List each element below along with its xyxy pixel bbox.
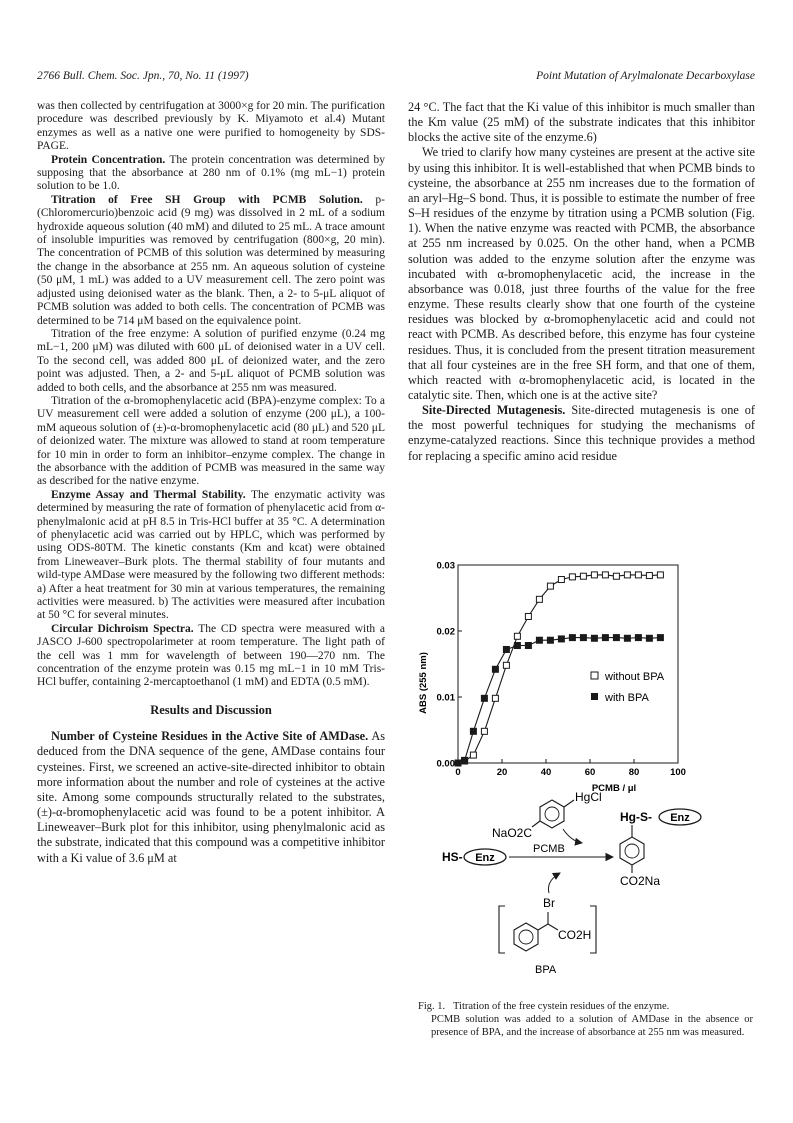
paragraph-site-directed: [408, 403, 755, 464]
data-point-with-bpa: [462, 757, 468, 763]
plot-frame: [458, 565, 678, 763]
bpa-label: BPA: [535, 964, 557, 976]
data-point-without-bpa: [624, 572, 630, 578]
heading-cd-spectra: Circular Dichroism Spectra.: [51, 622, 194, 635]
data-point-without-bpa: [569, 574, 575, 580]
co2na-label: CO2Na: [620, 874, 661, 888]
data-point-with-bpa: [591, 635, 597, 641]
titration-chart: [418, 561, 686, 795]
heading-protein-concentration: Protein Concentration.: [51, 153, 166, 166]
data-point-with-bpa: [569, 635, 575, 641]
legend-marker-without-bpa: [591, 672, 598, 679]
bracket-left: [499, 906, 505, 953]
legend-label-with-bpa: with BPA: [605, 692, 649, 704]
data-point-with-bpa: [613, 635, 619, 641]
data-point-without-bpa: [547, 583, 553, 589]
text-protein-concentration: The protein concentration was determined by supposing that the absorbance at 280 nm of 0.1% (mg mL−1) protein solution to be 1.0.: [37, 153, 385, 193]
legend-label-without-bpa: without BPA: [605, 671, 665, 683]
data-point-with-bpa: [635, 635, 641, 641]
heading-titration-sh: Titration of Free SH Group with PCMB Solution.: [51, 193, 363, 206]
header-journal: 2766 Bull. Chem. Soc. Jpn., 70, No. 11 (1997): [37, 70, 249, 82]
figure-1-caption: [418, 1000, 753, 1039]
co2h-label: CO2H: [558, 928, 592, 942]
data-point-without-bpa: [657, 572, 663, 578]
data-point-with-bpa: [525, 643, 531, 649]
data-point-without-bpa: [613, 573, 619, 579]
series-line-without-bpa: [458, 575, 660, 763]
caption-line-1: Titration of the free cystein residues of the enzyme.: [453, 1001, 670, 1012]
heading-cysteine-number: Number of Cysteine Residues in the Active Site of AMDase.: [51, 729, 369, 744]
x-tick-label: 0: [455, 767, 461, 778]
paragraph-free-enzyme: Titration of the free enzyme: A solution of purified enzyme (0.24 mg mL−1, 200 μM) was diluted with 600 μL of deionised water in a UV cell. To the second cell, was added 800 μL of deionized water, and the zero point was adjusted. Then, a 2- and 5-μL aliquot of PCMB solution was added to both cells, and the absorbance at 255 nm was measured.: [37, 327, 385, 394]
legend-marker-with-bpa: [591, 693, 598, 700]
text-cysteine-number: As deduced from the DNA sequence of the gene, AMDase contains four cysteines. First, we screened an active-site-directed inhibitor to obtain more information about the number and role of cysteines at the active site. Among some compounds structurally related to the substrates, (±)-α-bromophenylacetic acid was found to be a potent inhibitor. A Lineweaver–Burk plot for this inhibitor, using phenylmalonic acid as the substrate, indicated that this compound was a competitive inhibitor with a Ki value of 3.6 μM at: [37, 729, 385, 865]
data-point-with-bpa: [481, 695, 487, 701]
data-point-with-bpa: [624, 635, 630, 641]
y-tick-label: 0.03: [436, 560, 455, 572]
data-point-with-bpa: [455, 760, 461, 766]
data-point-without-bpa: [525, 613, 531, 619]
data-point-without-bpa: [635, 572, 641, 578]
data-point-without-bpa: [580, 573, 586, 579]
heading-site-directed: Site-Directed Mutagenesis.: [422, 403, 566, 418]
plot-area: [437, 561, 686, 779]
bpa-molecule: [514, 912, 558, 951]
data-point-without-bpa: [536, 596, 542, 602]
x-tick-label: 60: [584, 767, 596, 778]
data-point-with-bpa: [536, 637, 542, 643]
x-tick-label: 20: [496, 767, 508, 778]
figure-1-svg: [408, 555, 755, 985]
data-point-with-bpa: [514, 643, 520, 649]
pcmb-curved-arrow: [563, 829, 582, 843]
y-tick-label: 0.02: [436, 626, 455, 638]
text-titration-sh: p-(Chloromercurio)benzoic acid (9 mg) was dissolved in 2 mL of a sodium hydroxide aqueous solution (40 mM) and diluted to 25 mL. A trace amount of insoluble impurities was removed by centrifugation (800×g, 20 min). The concentration of PCMB of this solution was determined by measuring the change in the absorbance at 255 nm. An aqueous solution of cysteine (50 μM, 1 mL) was added to a UV measurement cell. The zero point was adjusted using deionised water as the blank. Then, a 2- to 5-μL aliquot of PCMB solution was added to both cells. The concentration of PCMB was determined to be 714 μM based on the equivalence point.: [37, 193, 385, 327]
data-point-without-bpa: [503, 662, 509, 668]
paragraph-cysteine-number: [37, 729, 385, 865]
product-molecule: [620, 825, 644, 873]
paragraph-purification: was then collected by centrifugation at 3000×g for 20 min. The purification procedure was described previously by K. Miyamoto et al.4) Mutant enzymes as well as a native one were purified to homogeneity by SDS-PAGE.: [37, 100, 385, 153]
x-tick-label: 40: [540, 767, 552, 778]
hgcl-label: HgCl: [575, 790, 602, 804]
data-point-without-bpa: [602, 572, 608, 578]
left-column: [37, 100, 385, 866]
data-point-without-bpa: [591, 572, 597, 578]
x-tick-label: 80: [628, 767, 640, 778]
x-axis-label: PCMB / μl: [591, 783, 637, 794]
enz-label-right: Enz: [670, 812, 690, 824]
header-title: Point Mutation of Arylmalonate Decarboxylase: [536, 70, 755, 82]
right-column: [408, 100, 755, 464]
data-point-without-bpa: [470, 752, 476, 758]
data-point-with-bpa: [657, 635, 663, 641]
x-tick-label: 100: [670, 767, 686, 778]
paragraph-ki-value: 24 °C. The fact that the Ki value of this inhibitor is much smaller than the Km value (25 mM) of the substrate indicates that this inhibitor blocks the active site of the enzyme.6): [408, 100, 755, 145]
hg-s-label: Hg-S-: [620, 810, 652, 824]
figure-1: [408, 555, 755, 985]
paragraph-enzyme-assay: [37, 489, 385, 623]
text-cd-spectra: The CD spectra were measured with a JASCO J-600 spectropolarimeter at room temperature. The light path of the cell was 1 mm for wavelength of between 190—270 nm. The concentration of the enzyme protein was 0.15 mg mL−1 in 10 mM Tris-HCl buffer, containing 2-mercaptoethanol (1 mM) and EDTA (0.5 mM).: [37, 622, 385, 689]
text-enzyme-assay: The enzymatic activity was determined by measuring the rate of formation of phenylacetic acid from α-phenylmalonic acid at pH 8.5 in Tris-HCl buffer at 35 °C. A determination of phenylacetic acid was carried out by HPLC, which was performed by using ODS-80TM. The kinetic constants (Km and kcat) were obtained from Lineweaver–Burk plots. The thermal stability of four mutants and wild-type AMDase were measured by the following two different methods: a) After a heat treatment for 30 min at various temperatures, the remaining activities were measured. b) The activities were measured after incubation at 50 °C for several minutes.: [37, 488, 386, 622]
reaction-scheme: [442, 790, 701, 976]
hs-label: HS-: [442, 850, 463, 864]
data-point-without-bpa: [558, 577, 564, 583]
y-tick-label: 0.00: [436, 758, 455, 770]
y-axis-label: ABS (255 nm): [418, 652, 429, 714]
data-point-with-bpa: [503, 646, 509, 652]
data-point-without-bpa: [481, 728, 487, 734]
bpa-curved-arrow: [548, 873, 560, 893]
paragraph-bpa-complex: Titration of the α-bromophenylacetic acid (BPA)-enzyme complex: To a UV measurement cell were added a solution of enzyme (200 μL), a 100-mM aqueous solution of (±)-α-bromophenylacetic acid (80 μL) and 520 μL of deionized water. The mixture was allowed to stand at room temperature for 10 min in order to form an inhibitor–enzyme complex. The change in the absorbance with the addition of PCMB was measured in the same way as described for the native enzyme.: [37, 394, 385, 488]
section-heading-results: Results and Discussion: [150, 702, 272, 717]
data-point-with-bpa: [492, 666, 498, 672]
data-point-with-bpa: [558, 636, 564, 642]
caption-rest: PCMB solution was added to a solution of AMDase in the absence or presence of BPA, and the increase of absorbance at 255 nm was measured.: [431, 1014, 753, 1038]
pcmb-molecule: [532, 800, 574, 828]
data-point-with-bpa: [646, 635, 652, 641]
data-point-with-bpa: [470, 728, 476, 734]
data-point-without-bpa: [646, 573, 652, 579]
text-site-directed: Site-directed mutagenesis is one of the most powerful techniques for studying the mechanisms of enzyme-catalyzed reactions. Since this technique provides a method for replacing a specific amino acid residue: [408, 403, 756, 463]
br-label: Br: [543, 896, 555, 910]
paragraph-pcmb-titration: We tried to clarify how many cysteines are present at the active site by using this inhibitor. It is well-established that when PCMB binds to cysteine, the absorbance at 255 nm increases due to the formation of an aryl–Hg–S bond. Thus, it is possible to estimate the number of free S–H residues of the enzyme by titration using a PCMB solution (Fig. 1). When the native enzyme was reacted with PCMB, the absorbance at 255 nm increased by 0.025. On the other hand, when a PCMB solution was added to the enzyme solution after the enzyme was incubated with α-bromophenylacetic acid, the increase in the absorbance was 0.018, just three fourths of the value for the free enzyme. These results clearly show that one fourth of the cysteine residues was blocked by α-bromophenylacetic acid and could not react with PCMB. As described before, this enzyme has four cysteine residues. Thus, it is concluded from the present titration measurement that all four cysteines are in the free SH form, and that one of them, which reacted with α-bromophenylacetic acid, is located in the catalytic site. Then, which one is at the active site?: [408, 145, 755, 402]
paragraph-cd-spectra: [37, 623, 385, 690]
data-point-with-bpa: [602, 635, 608, 641]
data-point-without-bpa: [514, 633, 520, 639]
data-point-without-bpa: [492, 695, 498, 701]
data-point-with-bpa: [547, 637, 553, 643]
y-tick-label: 0.01: [436, 692, 455, 704]
enz-label-left: Enz: [475, 852, 495, 864]
running-header: [37, 70, 755, 86]
paragraph-protein-concentration: [37, 154, 385, 194]
data-point-with-bpa: [580, 635, 586, 641]
pcmb-label: PCMB: [533, 843, 565, 855]
caption-label: Fig. 1.: [418, 1001, 446, 1012]
nao2c-label: NaO2C: [492, 826, 533, 840]
paragraph-titration-sh: [37, 194, 385, 328]
heading-enzyme-assay: Enzyme Assay and Thermal Stability.: [51, 488, 246, 501]
